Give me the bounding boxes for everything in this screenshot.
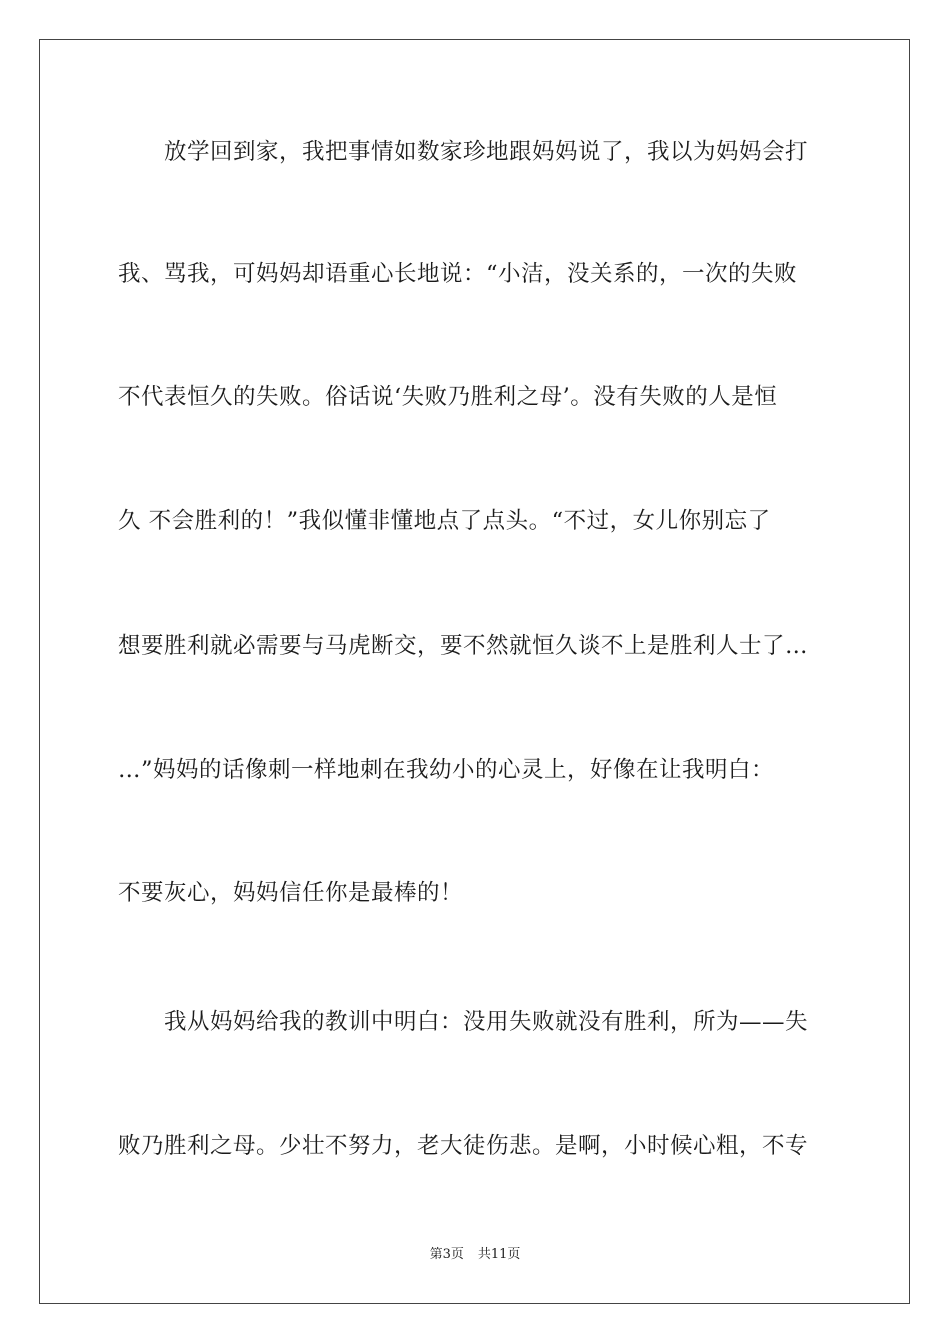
- page-footer: [0, 1247, 950, 1263]
- paragraph-2-line-1: 我从妈妈给我的教训中明白：没用失败就没有胜利，所为——失: [164, 1009, 809, 1035]
- paragraph-1-line-6: …”妈妈的话像刺一样地刺在我幼小的心灵上，好像在让我明白：: [118, 757, 775, 783]
- paragraph-2-line-2: 败乃胜利之母。少壮不努力，老大徒伤悲。是啊，小时候心粗，不专: [118, 1133, 809, 1159]
- paragraph-1-line-5: 想要胜利就必需要与马虎断交，要不然就恒久谈不上是胜利人士了…: [118, 633, 809, 659]
- page-number: 第3页: [429, 1247, 464, 1262]
- paragraph-1-line-3: 不代表恒久的失败。俗话说‘失败乃胜利之母’。没有失败的人是恒: [118, 384, 778, 410]
- paragraph-1-line-4: 久 不会胜利的！”我似懂非懂地点了点头。“不过，女儿你别忘了: [118, 508, 771, 534]
- total-pages: 共11页: [477, 1247, 521, 1262]
- paragraph-1-line-1: 放学回到家，我把事情如数家珍地跟妈妈说了，我以为妈妈会打: [164, 139, 809, 165]
- paragraph-1-line-7: 不要灰心，妈妈信任你是最棒的！: [118, 880, 464, 906]
- page-border: [39, 39, 910, 1304]
- paragraph-1-line-2: 我、骂我，可妈妈却语重心长地说：“小洁，没关系的，一次的失败: [118, 261, 798, 287]
